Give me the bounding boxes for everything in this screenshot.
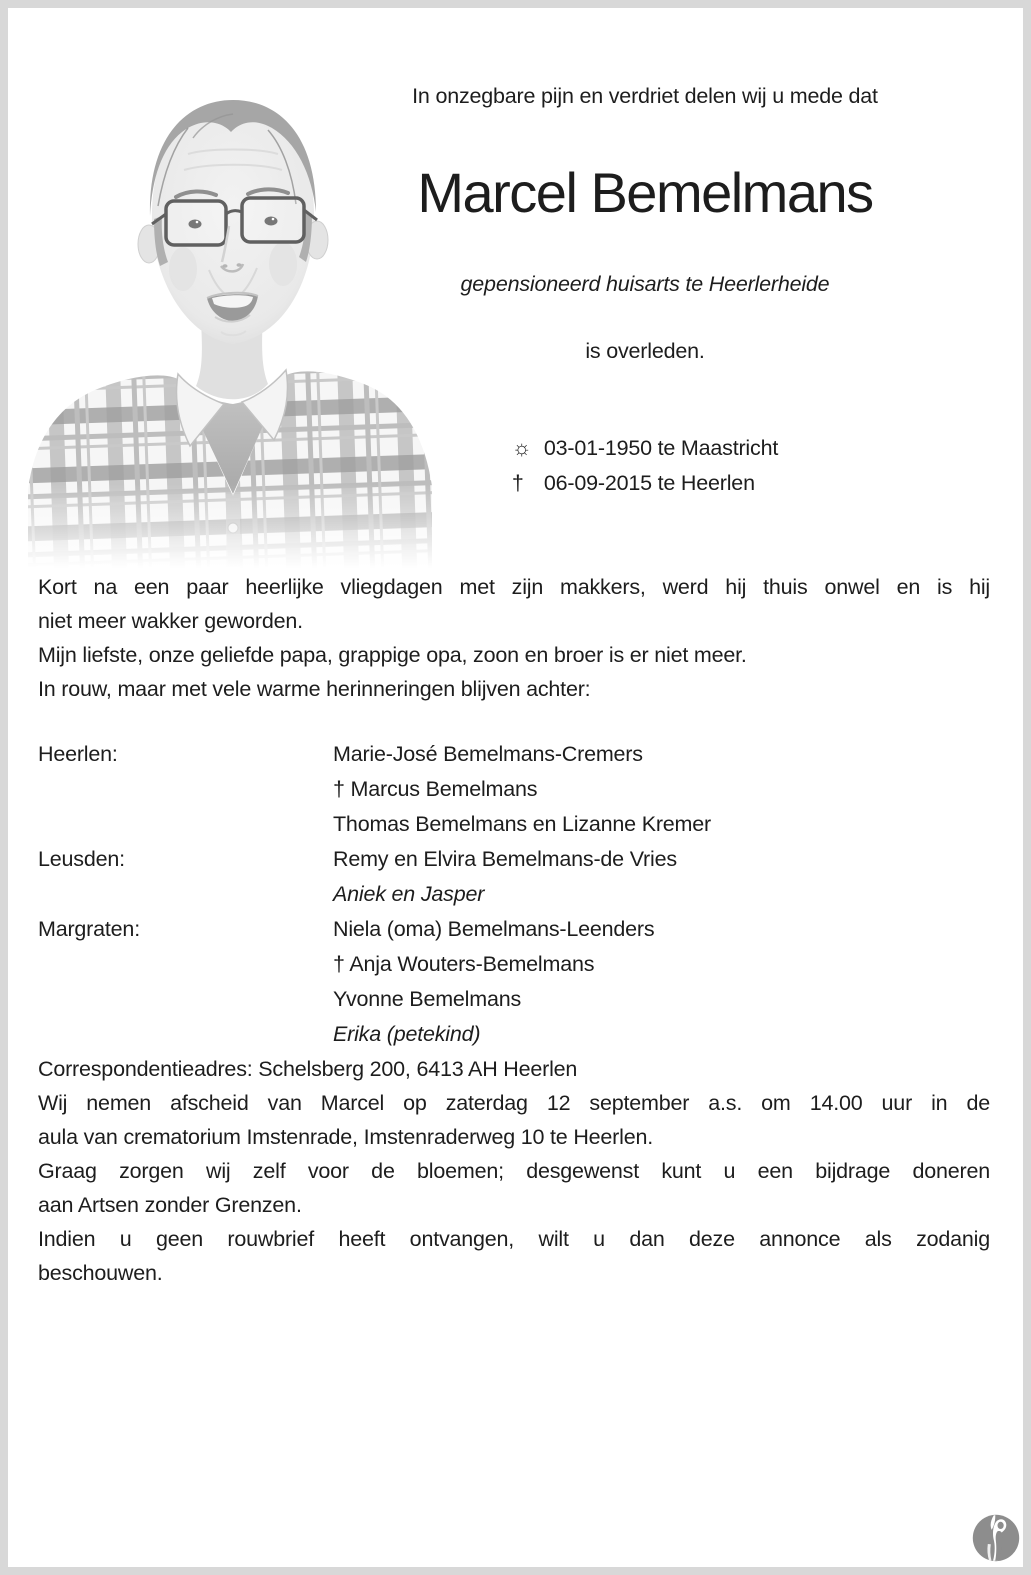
portrait-photo — [28, 54, 432, 568]
family-row — [38, 1017, 990, 1052]
header-section — [8, 8, 1023, 570]
family-row — [38, 877, 990, 912]
correspondence-address: Correspondentieadres: Schelsberg 200, 6413 AH Heerlen — [38, 1057, 578, 1081]
family-name: Erika (petekind) — [333, 1022, 481, 1046]
family-name: Niela (oma) Bemelmans-Leenders — [333, 917, 655, 941]
text-line: niet meer wakker geworden. — [38, 609, 303, 633]
family-name: Marie-José Bemelmans-Cremers — [333, 742, 643, 766]
text-line: Kort na een paar heerlijke vliegdagen met zijn makkers, werd hij thuis onwel en is hij — [38, 575, 990, 599]
text-line: Graag zorgen wij zelf voor de bloemen; desgewenst kunt u een bijdrage doneren — [38, 1159, 990, 1183]
paragraph-circumstances — [38, 570, 990, 638]
announcement — [406, 8, 884, 570]
deceased-statement: is overleden. — [585, 339, 705, 363]
family-name: † Anja Wouters-Bemelmans — [333, 952, 595, 976]
obituary-sheet — [8, 8, 1023, 1567]
birth-date-row — [512, 431, 778, 466]
family-row — [38, 947, 990, 982]
birth-date: 03-01-1950 te Maastricht — [543, 436, 779, 460]
family-place — [38, 807, 333, 842]
life-dates — [406, 431, 884, 501]
family-list — [38, 737, 990, 1052]
paragraph-mourning-intro: In rouw, maar met vele warme herinneringen blijven achter: — [38, 677, 591, 701]
family-place: Heerlen: — [38, 742, 118, 766]
family-place: Margraten: — [38, 917, 140, 941]
family-row — [38, 807, 990, 842]
life-dates-block — [512, 431, 778, 501]
family-row — [38, 772, 990, 807]
family-place — [38, 1017, 333, 1052]
family-name: Yvonne Bemelmans — [333, 987, 522, 1011]
family-name: Remy en Elvira Bemelmans-de Vries — [333, 847, 677, 871]
family-place: Leusden: — [38, 847, 125, 871]
text-line: Wij nemen afscheid van Marcel op zaterdag 12 september a.s. om 14.00 uur in de — [38, 1091, 990, 1115]
family-name: Aniek en Jasper — [333, 882, 485, 906]
family-name: † Marcus Bemelmans — [333, 777, 538, 801]
death-date-row — [512, 466, 778, 501]
family-place — [38, 772, 333, 807]
family-row — [38, 912, 990, 947]
embracing-figures-memorial-logo — [972, 1514, 1020, 1562]
family-row — [38, 737, 990, 772]
paragraph-flowers-donation — [38, 1154, 990, 1222]
text-line: aan Artsen zonder Grenzen. — [38, 1193, 302, 1217]
birth-sun-icon: ☼ — [511, 436, 532, 460]
paragraph-tribute: Mijn liefste, onze geliefde papa, grappige opa, zoon en broer is er niet meer. — [38, 643, 747, 667]
family-place — [38, 947, 333, 982]
family-place — [38, 877, 333, 912]
family-place — [38, 982, 333, 1017]
family-name: Thomas Bemelmans en Lizanne Kremer — [333, 812, 711, 836]
death-cross-icon: † — [511, 471, 524, 495]
family-row — [38, 842, 990, 877]
paragraph-funeral — [38, 1086, 990, 1154]
text-line: aula van crematorium Imstenrade, Imstenraderweg 10 te Heerlen. — [38, 1125, 653, 1149]
deceased-name: Marcel Bemelmans — [417, 161, 873, 224]
family-row — [38, 982, 990, 1017]
paragraph-announcement-notice — [38, 1222, 990, 1290]
text-line: beschouwen. — [38, 1261, 163, 1285]
death-date: 06-09-2015 te Heerlen — [543, 471, 755, 495]
deceased-profession: gepensioneerd huisarts te Heerlerheide — [460, 272, 830, 296]
text-line: Indien u geen rouwbrief heeft ontvangen, wilt u dan deze annonce als zodanig — [38, 1227, 990, 1251]
announcement-intro: In onzegbare pijn en verdriet delen wij u mede dat — [412, 84, 878, 108]
